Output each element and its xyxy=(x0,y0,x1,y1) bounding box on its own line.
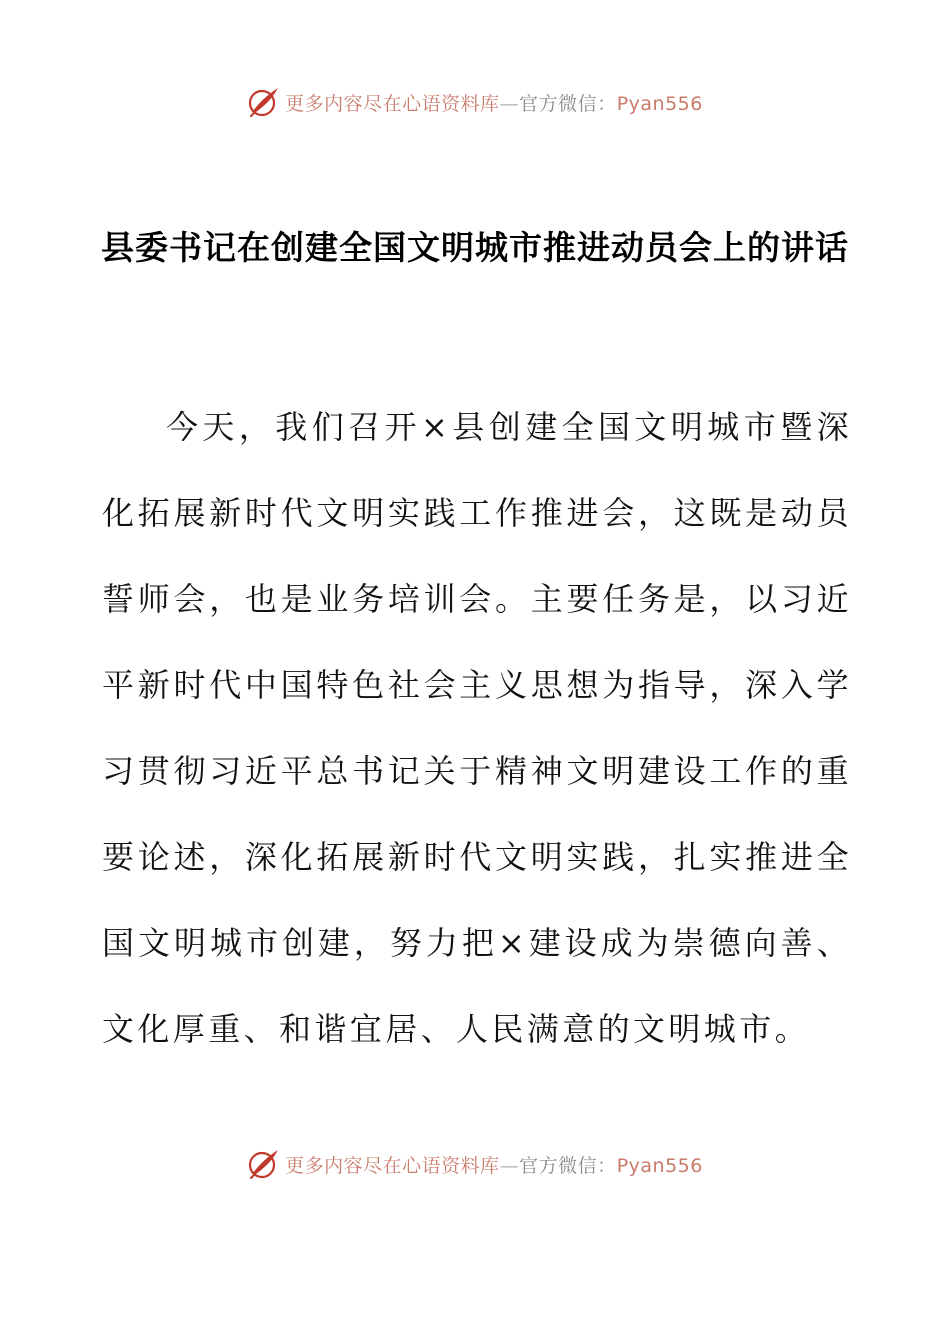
header-banner xyxy=(0,82,950,122)
document-title: 县委书记在创建全国文明城市推进动员会上的讲话 xyxy=(101,228,849,267)
banner-separator: — xyxy=(499,92,520,115)
banner-wechat-id: Pyan556 xyxy=(616,92,703,115)
quill-pen-logo-icon xyxy=(247,1147,281,1181)
quill-pen-logo-icon xyxy=(247,85,281,119)
banner-text xyxy=(285,89,703,116)
document-paragraph: 今天，我们召开×县创建全国文明城市暨深化拓展新时代文明实践工作推进会，这既是动员誓师会，也是业务培训会。主要任务是，以习近平新时代中国特色社会主义思想为指导，深入学习贯彻习近平总书记关于精神文明建设工作的重要论述，深化拓展新时代文明实践，扎实推进全国文明城市创建，努力把×建设成为崇德向善、文化厚重、和谐宜居、人民满意的文明城市。 xyxy=(102,408,852,1048)
banner-main-text: 更多内容尽在心语资料库 xyxy=(285,92,500,115)
banner-wechat-id: Pyan556 xyxy=(616,1154,703,1177)
banner-main-text: 更多内容尽在心语资料库 xyxy=(285,1154,500,1177)
banner-separator: — xyxy=(499,1154,520,1177)
banner-wechat-label: 官方微信： xyxy=(519,92,617,115)
banner-text xyxy=(285,1151,703,1178)
banner-wechat-label: 官方微信： xyxy=(519,1154,617,1177)
footer-banner xyxy=(0,1144,950,1184)
